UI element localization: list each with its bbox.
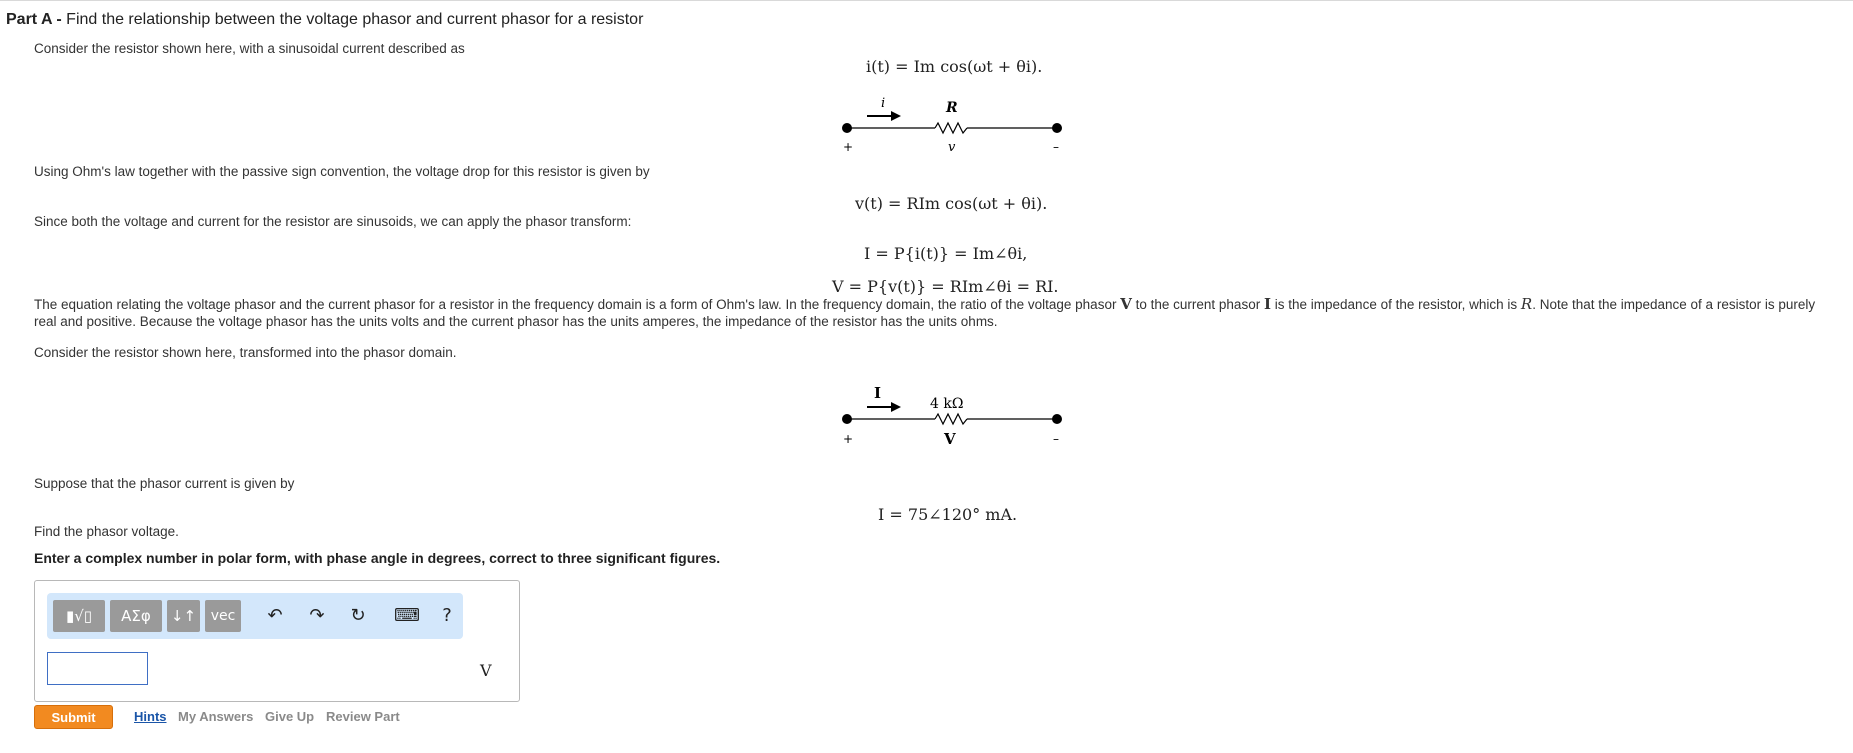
right-terminal: [1052, 123, 1062, 133]
undo-icon[interactable]: ↶: [267, 605, 283, 626]
voltage-equation: v(t) = RIm cos(ωt + θi).: [855, 194, 1048, 213]
current-equation: i(t) = Im cos(ωt + θi).: [866, 57, 1043, 76]
phasor-voltage-equation: V = P{v(t)} = RIm∠θi = RI.: [832, 277, 1059, 296]
math-toolbar: [47, 593, 463, 639]
phasor-voltage-label: V: [944, 430, 956, 448]
part-label: Part A -: [6, 11, 62, 28]
current-arrow-head: [891, 402, 901, 412]
symbol-v: V: [1120, 295, 1132, 313]
my-answers-link[interactable]: My Answers: [178, 709, 254, 724]
answer-instruction: Enter a complex number in polar form, with phase angle in degrees, correct to three significant figures.: [34, 550, 721, 566]
vector-button[interactable]: vec: [205, 600, 241, 632]
redo-icon[interactable]: ↷: [309, 605, 325, 626]
voltage-label: v: [948, 140, 956, 155]
symbol-i: I: [1263, 295, 1271, 313]
right-terminal: [1052, 414, 1062, 424]
phasor-current-equation: I = P{i(t)} = Im∠θi,: [864, 244, 1028, 263]
sub-superscript-button[interactable]: ↓↑: [167, 600, 200, 632]
part-title: [6, 11, 643, 29]
phasor-current-label: I: [874, 385, 882, 402]
current-arrow-head: [891, 111, 901, 121]
answer-panel: [34, 580, 520, 702]
task-paragraph: Find the phasor voltage.: [34, 524, 179, 539]
ohms-law-paragraph: Using Ohm's law together with the passive sign convention, the voltage drop for this resistor is given by: [34, 164, 650, 179]
submit-button[interactable]: Submit: [34, 705, 113, 729]
part-title-text: Find the relationship between the voltage phasor and current phasor for a resistor: [66, 11, 644, 28]
reset-icon[interactable]: ↻: [350, 605, 366, 626]
current-label: i: [881, 96, 886, 111]
given-current-paragraph: Suppose that the phasor current is given by: [34, 476, 295, 491]
minus-sign: –: [1053, 432, 1059, 446]
answer-input[interactable]: [47, 652, 148, 685]
minus-sign: –: [1053, 140, 1059, 154]
greek-symbols-button[interactable]: ΑΣφ: [110, 600, 162, 632]
plus-sign: +: [843, 140, 854, 154]
review-part-link[interactable]: Review Part: [326, 709, 400, 724]
resistor-label: R: [946, 100, 958, 116]
resistor-symbol: [935, 414, 967, 424]
templates-button[interactable]: ▮√▯: [53, 600, 105, 632]
phasor-circuit-diagram: [835, 385, 1075, 455]
answer-unit: V: [480, 661, 492, 680]
symbol-r: R: [1520, 295, 1533, 313]
give-up-link[interactable]: Give Up: [265, 709, 315, 724]
resistor-value-label: 4 kΩ: [930, 396, 964, 412]
help-icon[interactable]: ?: [442, 605, 452, 626]
intro-paragraph: Consider the resistor shown here, with a sinusoidal current described as: [34, 41, 465, 56]
phasor-transform-paragraph: Since both the voltage and current for the resistor are sinusoids, we can apply the phasor transform:: [34, 214, 632, 229]
resistor-circuit-diagram: [835, 95, 1075, 160]
phasor-domain-paragraph: Consider the resistor shown here, transformed into the phasor domain.: [34, 345, 457, 360]
resistor-symbol: [935, 123, 967, 133]
plus-sign: +: [843, 432, 854, 446]
impedance-paragraph: The equation relating the voltage phasor and the current phasor for a resistor in the frequency domain is a form of Ohm's law. In the frequency domain, the ratio of the voltage phasor V to the current phasor I is the impedance of the resistor, which is R. Note that the impedance of a resistor is purely real and positive. Because the voltage phasor has the units volts and the current phasor has the units amperes, the impedance of the resistor has the units ohms.: [34, 295, 1816, 329]
top-divider: [0, 0, 1853, 1]
given-current-equation: I = 75∠120° mA.: [878, 505, 1018, 524]
keyboard-icon[interactable]: ⌨: [394, 605, 420, 626]
hints-link[interactable]: Hints: [134, 709, 167, 724]
